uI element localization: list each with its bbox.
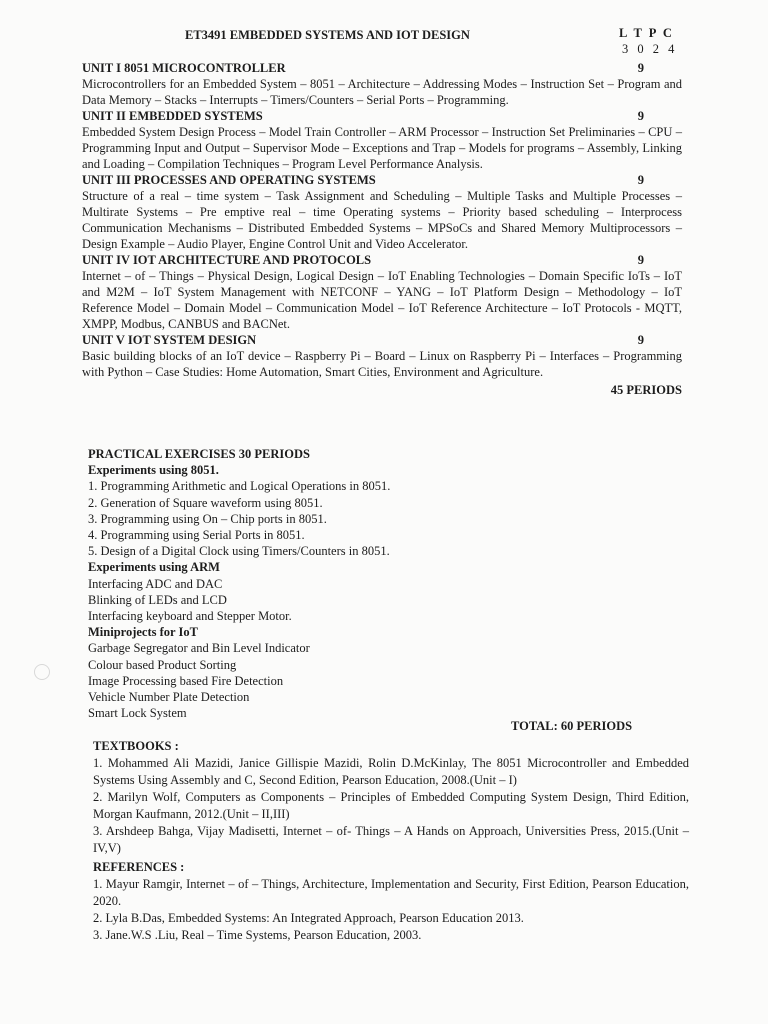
references-list <box>93 876 689 944</box>
list-item: 4. Programming using Serial Ports in 8051. <box>88 528 305 543</box>
list-item: Smart Lock System <box>88 706 187 721</box>
references-heading: REFERENCES : <box>93 860 185 874</box>
list-item: 1. Mayur Ramgir, Internet – of – Things, Architecture, Implementation and Security, First Edition, Pearson Education, 2020. <box>93 877 689 908</box>
experiments-arm-list <box>88 576 688 625</box>
list-item: 3. Arshdeep Bahga, Vijay Madisetti, Internet – of- Things – A Hands on Approach, Universities Press, 2015.(Unit – IV,V) <box>93 824 689 855</box>
miniprojects-list <box>88 640 688 721</box>
punch-hole-mark <box>34 664 50 680</box>
total-periods: TOTAL: 60 PERIODS <box>511 719 633 733</box>
books-section <box>93 736 689 944</box>
list-item: 1. Mohammed Ali Mazidi, Janice Gillispie Mazidi, Rolin D.McKinlay, The 8051 Microcontroller and Embedded Systems Using Assembly and C, Second Edition, Pearson Education, 2008.(Unit – I) <box>93 756 689 787</box>
experiments-arm-heading: Experiments using ARM <box>88 560 220 575</box>
unit-title: UNIT III PROCESSES AND OPERATING SYSTEMS <box>82 173 376 187</box>
unit-body: Internet – of – Things – Physical Design, Logical Design – IoT Enabling Technologies – Domain Specific IoTs – IoT and M2M – IoT System Management with NETCONF – YANG – IoT Platform Design – Methodology – IoT Reference Model – Domain Model – Communication Model – IoT Reference Architecture – IoT Protocols - MQTT, XMPP, Modbus, CANBUS and BACNet. <box>82 269 682 331</box>
list-item: Colour based Product Sorting <box>88 657 237 672</box>
list-item: 2. Marilyn Wolf, Computers as Components – Principles of Embedded Computing System Design, Third Edition, Morgan Kaufmann, 2012.(Unit – II,III) <box>93 790 689 821</box>
unit-hours: 9 <box>637 109 644 123</box>
list-item: Blinking of LEDs and LCD <box>88 592 227 607</box>
experiments-8051-list <box>88 478 688 559</box>
unit-body: Embedded System Design Process – Model Train Controller – ARM Processor – Instruction Set Preliminaries – CPU – Programming Input and Output – Supervisor Mode – Exceptions and Trap – Models for programs – Assembly, Linking and Loading – Compilation Techniques – Program Level Performance Analysis. <box>82 125 682 171</box>
list-item: 3. Jane.W.S .Liu, Real – Time Systems, Pearson Education, 2003. <box>93 928 422 942</box>
experiments-8051-heading: Experiments using 8051. <box>88 463 219 478</box>
ltpc-values: 3 0 2 4 <box>622 42 678 56</box>
practical-section <box>88 446 688 721</box>
list-item: 2. Generation of Square waveform using 8051. <box>88 495 323 510</box>
ltpc-letters: L T P C <box>619 26 674 40</box>
list-item: 2. Lyla B.Das, Embedded Systems: An Integrated Approach, Pearson Education 2013. <box>93 911 524 925</box>
miniprojects-heading: Miniprojects for IoT <box>88 625 198 640</box>
unit-hours: 9 <box>637 173 644 187</box>
list-item: 3. Programming using On – Chip ports in 8051. <box>88 511 327 526</box>
unit-title: UNIT V IOT SYSTEM DESIGN <box>82 333 257 347</box>
unit-5 <box>82 332 682 380</box>
units-section <box>82 60 682 398</box>
textbooks-list <box>93 755 689 857</box>
list-item: Interfacing keyboard and Stepper Motor. <box>88 609 292 624</box>
list-item: 5. Design of a Digital Clock using Timers/Counters in 8051. <box>88 544 390 559</box>
unit-2 <box>82 108 682 172</box>
unit-hours: 9 <box>637 253 644 267</box>
unit-title: UNIT IV IOT ARCHITECTURE AND PROTOCOLS <box>82 253 372 267</box>
practical-heading: PRACTICAL EXERCISES 30 PERIODS <box>88 447 310 461</box>
list-item: Image Processing based Fire Detection <box>88 673 284 688</box>
textbooks-heading: TEXTBOOKS : <box>93 739 179 753</box>
unit-3 <box>82 172 682 252</box>
unit-body: Structure of a real – time system – Task Assignment and Scheduling – Multiple Tasks and Multiple Processes – Multirate Systems – Pre emptive real – time Operating systems – Priority based scheduling – Interprocess Communication Mechanisms – Distributed Embedded Systems – MPSoCs and Shared Memory Multiprocessors – Design Example – Audio Player, Engine Control Unit and Video Accelerator. <box>82 189 682 251</box>
list-item: Vehicle Number Plate Detection <box>88 690 250 705</box>
unit-title: UNIT I 8051 MICROCONTROLLER <box>82 61 286 75</box>
unit-1 <box>82 60 682 108</box>
unit-4 <box>82 252 682 332</box>
list-item: 1. Programming Arithmetic and Logical Operations in 8051. <box>88 479 391 494</box>
unit-hours: 9 <box>637 333 644 347</box>
list-item: Garbage Segregator and Bin Level Indicator <box>88 641 310 656</box>
theory-periods-total: 45 PERIODS <box>610 383 682 397</box>
course-title: ET3491 EMBEDDED SYSTEMS AND IOT DESIGN <box>185 28 470 42</box>
unit-body: Microcontrollers for an Embedded System – 8051 – Architecture – Addressing Modes – Instruction Set – Program and Data Memory – Stacks – Interrupts – Timers/Counters – Serial Ports – Programming. <box>82 77 682 107</box>
unit-hours: 9 <box>637 61 644 75</box>
unit-body: Basic building blocks of an IoT device – Raspberry Pi – Board – Linux on Raspberry Pi – Interfaces – Programming with Python – Case Studies: Home Automation, Smart Cities, Environment and Agriculture. <box>82 349 682 379</box>
list-item: Interfacing ADC and DAC <box>88 576 223 591</box>
unit-title: UNIT II EMBEDDED SYSTEMS <box>82 109 263 123</box>
